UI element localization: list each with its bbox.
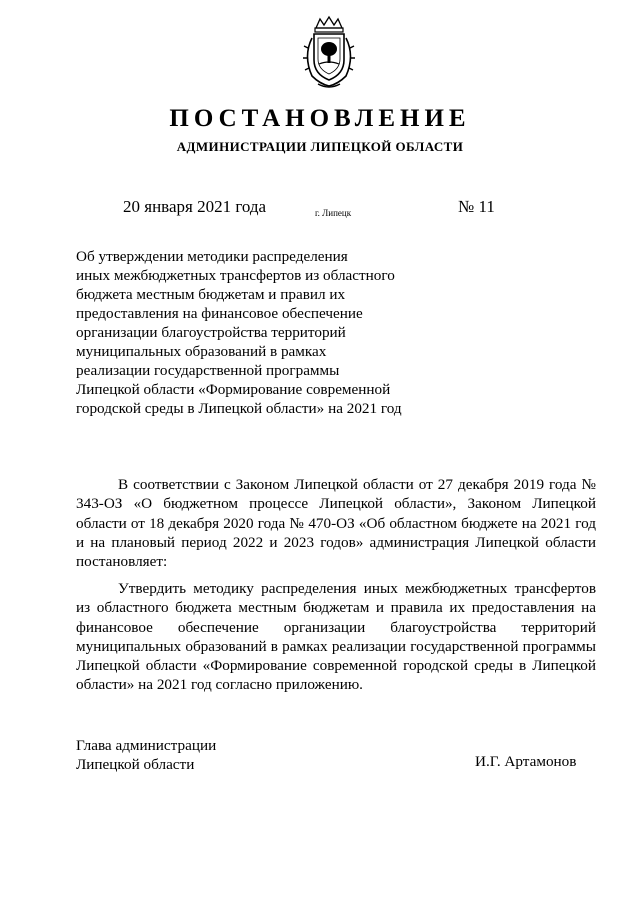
body-paragraph-preamble: В соответствии с Законом Липецкой области от 27 декабря 2019 года № 343-ОЗ «О бюджетном процессе Липецкой области», Законом Липецкой области от 18 декабря 2020 года № 470-ОЗ «Об областном бюджете на 2021 год и на плановый период 2022 и 2023 годов» администрация Липецкой области постановляет: bbox=[76, 476, 596, 571]
signatory-position-line: Глава администрации bbox=[76, 737, 217, 754]
document-city: г. Липецк bbox=[315, 208, 352, 218]
subject-line: Об утверждении методики распределения bbox=[76, 248, 348, 265]
subject-line: реализации государственной программы bbox=[76, 362, 340, 379]
document-number: № 11 bbox=[458, 197, 495, 216]
document-subject bbox=[76, 247, 416, 418]
subject-line: Липецкой области «Формирование современной bbox=[76, 381, 391, 398]
signatory-position bbox=[76, 736, 216, 774]
subject-line: предоставления на финансовое обеспечение bbox=[76, 305, 363, 322]
subject-line: муниципальных образований в рамках bbox=[76, 343, 327, 360]
coat-of-arms-icon bbox=[298, 14, 360, 92]
subject-line: бюджета местным бюджетам и правил их bbox=[76, 286, 346, 303]
subject-line: городской среды в Липецкой области» на 2021 год bbox=[76, 400, 402, 417]
document-title: ПОСТАНОВЛЕНИЕ bbox=[169, 105, 471, 132]
subject-line: иных межбюджетных трансфертов из областного bbox=[76, 267, 395, 284]
body-paragraph-resolution: Утвердить методику распределения иных межбюджетных трансфертов из областного бюджета местным бюджетам и правила их предоставления на финансовое обеспечение организации благоустройства территорий муниципальных образований в рамках реализации государственной программы Липецкой области «Формирование современной городской среды в Липецкой области» на 2021 год согласно приложению. bbox=[76, 580, 596, 694]
subject-line: организации благоустройства территорий bbox=[76, 324, 346, 341]
document-date: 20 января 2021 года bbox=[123, 197, 267, 216]
issuer-subtitle: АДМИНИСТРАЦИИ ЛИПЕЦКОЙ ОБЛАСТИ bbox=[176, 139, 464, 154]
signatory-name: И.Г. Артамонов bbox=[475, 753, 577, 770]
signatory-position-line: Липецкой области bbox=[76, 756, 195, 773]
